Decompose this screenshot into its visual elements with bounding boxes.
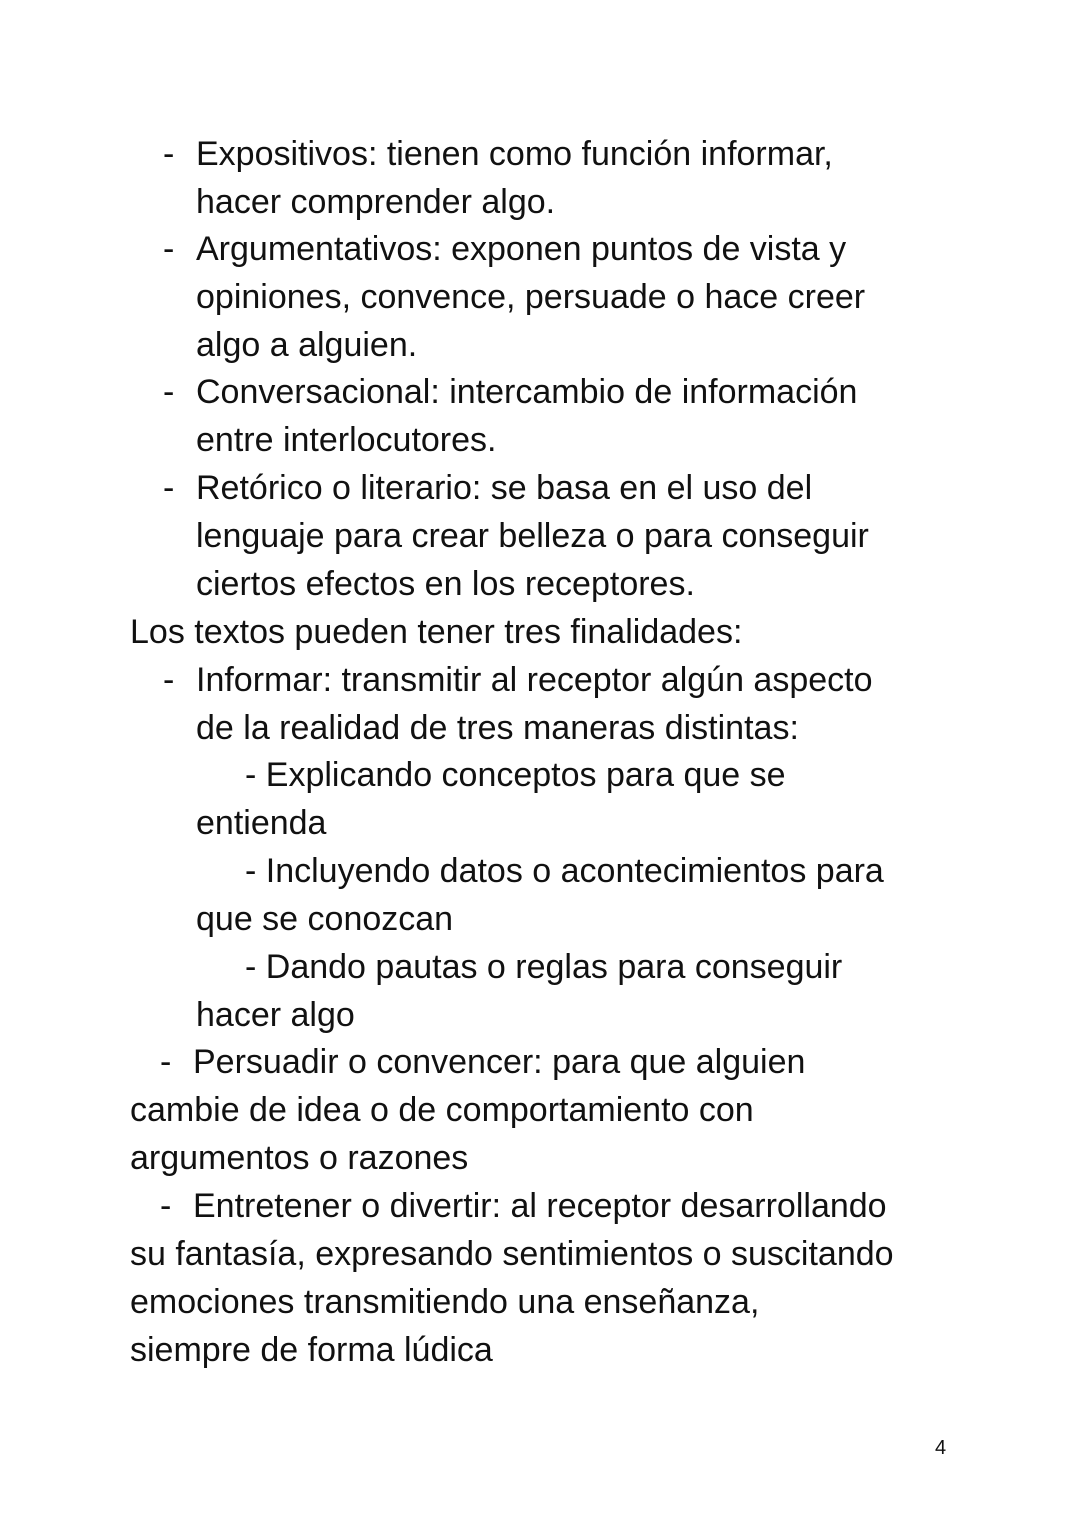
sub-item-text: - Incluyendo datos o acontecimientos para — [245, 852, 884, 890]
list-item-text: Persuadir o convencer: para que alguien — [193, 1043, 806, 1081]
list-item-text: Entretener o divertir: al receptor desarrollando — [193, 1187, 887, 1225]
list-item-text: su fantasía, expresando sentimientos o suscitando — [130, 1235, 894, 1273]
list-item-text: de la realidad de tres maneras distintas: — [196, 709, 799, 747]
list-item-text: Conversacional: intercambio de información — [196, 373, 858, 411]
list-item-text: Argumentativos: exponen puntos de vista y — [196, 230, 847, 268]
list-dash: - — [163, 373, 175, 411]
page-number: 4 — [935, 1437, 947, 1459]
sub-item-text: entienda — [196, 804, 327, 842]
list-item-text: lenguaje para crear belleza o para conseguir — [196, 517, 869, 555]
list-item-text: siempre de forma lúdica — [130, 1331, 493, 1369]
list-item-text: Expositivos: tienen como función informar, — [196, 135, 833, 173]
sub-item-text: que se conozcan — [196, 900, 454, 938]
list-item-text: cambie de idea o de comportamiento con — [130, 1091, 754, 1129]
list-item-text: ciertos efectos en los receptores. — [196, 565, 695, 603]
list-item-text: entre interlocutores. — [196, 421, 497, 459]
list-item-text: argumentos o razones — [130, 1139, 469, 1177]
list-dash: - — [163, 230, 175, 268]
sub-item-text: - Explicando conceptos para que se — [245, 756, 786, 794]
list-item-text: Informar: transmitir al receptor algún aspecto — [196, 661, 873, 699]
list-dash: - — [163, 135, 175, 173]
list-dash: - — [160, 1187, 172, 1225]
list-item-text: hacer comprender algo. — [196, 183, 556, 221]
list-item-text: opiniones, convence, persuade o hace creer — [196, 278, 866, 316]
purposes-intro: Los textos pueden tener tres finalidades: — [130, 613, 743, 651]
list-item-text: algo a alguien. — [196, 326, 418, 364]
sub-item-text: - Dando pautas o reglas para conseguir — [245, 948, 843, 986]
list-dash: - — [163, 661, 175, 699]
list-item-text: Retórico o literario: se basa en el uso del — [196, 469, 813, 507]
list-dash: - — [160, 1043, 172, 1081]
list-item-text: emociones transmitiendo una enseñanza, — [130, 1283, 760, 1321]
list-dash: - — [163, 469, 175, 507]
sub-item-text: hacer algo — [196, 996, 355, 1034]
